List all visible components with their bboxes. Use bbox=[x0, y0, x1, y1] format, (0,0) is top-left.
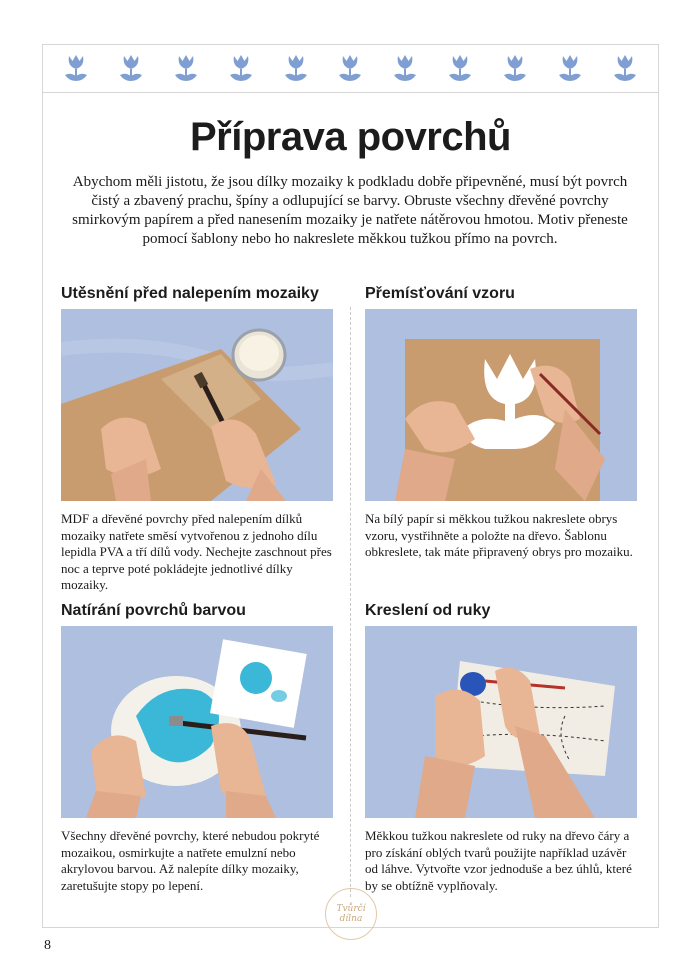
photo-transfer bbox=[365, 309, 637, 501]
tulip-icon bbox=[117, 54, 145, 84]
publisher-logo bbox=[325, 888, 377, 940]
section-heading: Utěsnění před nalepením mozaiky bbox=[61, 285, 319, 302]
tulip-icon bbox=[556, 54, 584, 84]
section-caption: Na bílý papír si měkkou tužkou nakreslete obrys vzoru, vystřihněte a položte na dřevo. Šablonu obkreslete, tak máte připravený obrys pro mozaiku. bbox=[365, 511, 633, 559]
page-number: 8 bbox=[44, 938, 51, 953]
page-title: Příprava povrchů bbox=[189, 115, 511, 159]
section-transfer bbox=[365, 285, 637, 561]
intro-paragraph: Abychom měli jistotu, že jsou dílky mozaiky k podkladu dobře připevněné, musí být povrch čistý a zbavený prachu, špíny a odlupující se barvy. Obruste všechny dřevěné povrchy smirkovým papírem a před nanesením mozaiky je natřete nátěrovou hmotou. Motiv přeneste pomocí šablony nebo ho nakreslete měkkou tužkou přímo na povrch. bbox=[72, 174, 628, 247]
photo-sealing bbox=[61, 309, 333, 501]
page-frame bbox=[42, 44, 659, 928]
logo-line2: dílna bbox=[339, 914, 363, 924]
section-heading: Kreslení od ruky bbox=[365, 602, 491, 619]
section-freehand bbox=[365, 602, 637, 894]
photo-freehand bbox=[365, 626, 637, 818]
tulip-icon bbox=[62, 54, 90, 84]
tulip-icon bbox=[282, 54, 310, 84]
photo-painting bbox=[61, 626, 333, 818]
section-caption: Měkkou tužkou nakreslete od ruky na dřevo čáry a pro získání oblých tvarů použijte například uzávěr od láhve. Vytvořte vzor jednoduše a bez úhlů, které by se obtížně vyplňovaly. bbox=[365, 828, 632, 893]
tulip-icon bbox=[172, 54, 200, 84]
tulip-icon bbox=[336, 54, 364, 84]
tulip-icon bbox=[501, 54, 529, 84]
tulip-icon bbox=[227, 54, 255, 84]
section-heading: Přemísťování vzoru bbox=[365, 285, 515, 302]
section-sealing bbox=[61, 285, 333, 594]
section-painting bbox=[61, 602, 333, 894]
logo-line1: Tvůrčí bbox=[336, 904, 366, 914]
section-caption: Všechny dřevěné povrchy, které nebudou pokryté mozaikou, osmirkujte a natřete emulzní nebo akrylovou barvou. Až nalepíte dílky mozaiky, zaretušujte stopy po lepení. bbox=[61, 828, 320, 893]
tulip-icon bbox=[391, 54, 419, 84]
column-divider bbox=[350, 307, 351, 897]
section-caption: MDF a dřevěné povrchy před nalepením dílků mozaiky natřete směsí vytvořenou z jednoho dílu lepidla PVA a tří dílů vody. Nechejte zaschnout přes noc a teprve poté pokládejte jednotlivé dílky mozaiky. bbox=[61, 511, 332, 592]
tulip-icon bbox=[446, 54, 474, 84]
tulip-icon bbox=[611, 54, 639, 84]
section-heading: Natírání povrchů barvou bbox=[61, 602, 246, 619]
tulip-ornament-bar bbox=[43, 45, 658, 93]
